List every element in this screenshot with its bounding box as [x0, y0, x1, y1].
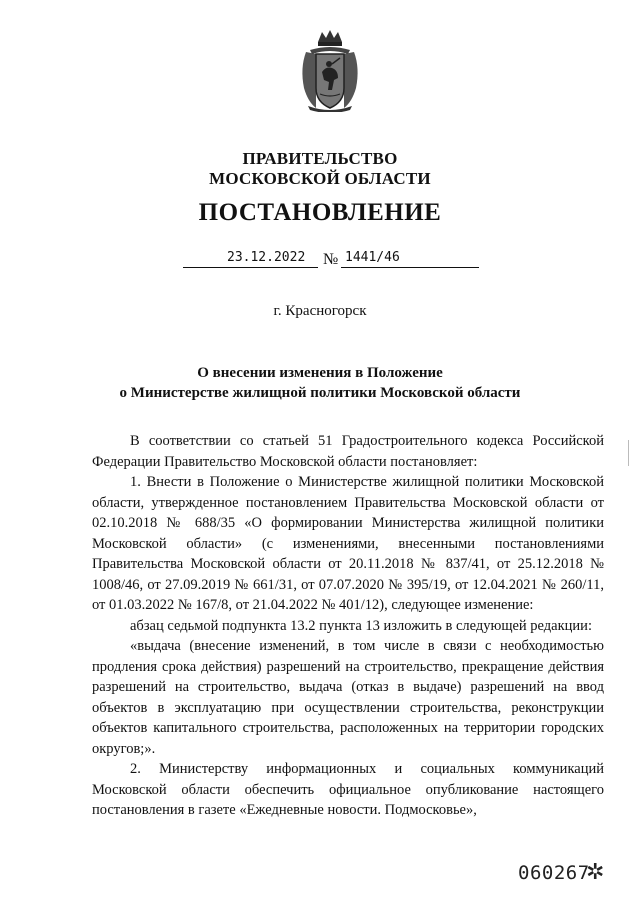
document-type-heading: ПОСТАНОВЛЕНИЕ	[198, 199, 442, 226]
document-title-line1: О внесении изменения в Положение	[197, 365, 443, 381]
date-underline	[183, 267, 318, 268]
government-name-line2: МОСКОВСКОЙ ОБЛАСТИ	[209, 169, 431, 188]
body-paragraph-amendment-text: «выдача (внесение изменений, в том числе в связи с необходимостью продления срока действия) разрешений на строительство, прекращение действия разрешений на строительство, выдача (отказ в выдаче) разрешений на ввод объектов в эксплуатацию при осуществлении строительства, реконструкции объектов капитального строительства, расположенных на территории городских округов;».	[92, 638, 604, 757]
document-number: 1441/46	[345, 250, 400, 265]
stamp-star-icon: ✲	[586, 860, 605, 885]
body-paragraph-item2: 2. Министерству информационных и социальных коммуникаций Московской области обеспечить официальное опубликование настоящего постановления в газете «Ежедневные новости. Подмосковье»,	[92, 761, 604, 818]
serial-stamp: 060267	[518, 862, 590, 884]
number-underline	[341, 267, 479, 268]
city-name: г. Красногорск	[273, 303, 367, 319]
document-body	[92, 431, 604, 821]
government-name-line1: ПРАВИТЕЛЬСТВО	[242, 149, 398, 168]
registration-row	[0, 248, 640, 272]
number-sign: №	[323, 251, 339, 268]
scan-edge-mark	[628, 440, 633, 466]
body-paragraph-amendment-instruction: абзац седьмой подпункта 13.2 пункта 13 изложить в следующей редакции:	[130, 617, 592, 634]
coat-of-arms-emblem	[296, 28, 364, 112]
document-title-line2: о Министерстве жилищной политики Московской области	[119, 385, 521, 401]
body-paragraph-preamble: В соответствии со статьей 51 Градостроительного кодекса Российской Федерации Правительство Московской области постановляет:	[92, 433, 604, 470]
body-paragraph-item1: 1. Внести в Положение о Министерстве жилищной политики Московской области, утвержденное постановлением Правительства Московской области от 02.10.2018 № 688/35 «О формировании Министерства жилищной политики Московской области» (с изменениями, внесенными постановлениями Правительства Московской области от 20.11.2018 № 837/41, от 25.12.2018 № 1008/46, от 27.09.2019 № 661/31, от 07.07.2020 № 395/19, от 12.04.2021 № 260/11, от 01.03.2022 № 167/8, от 21.04.2022 № 401/12), следующее изменение:	[92, 474, 604, 613]
document-date: 23.12.2022	[227, 250, 306, 265]
